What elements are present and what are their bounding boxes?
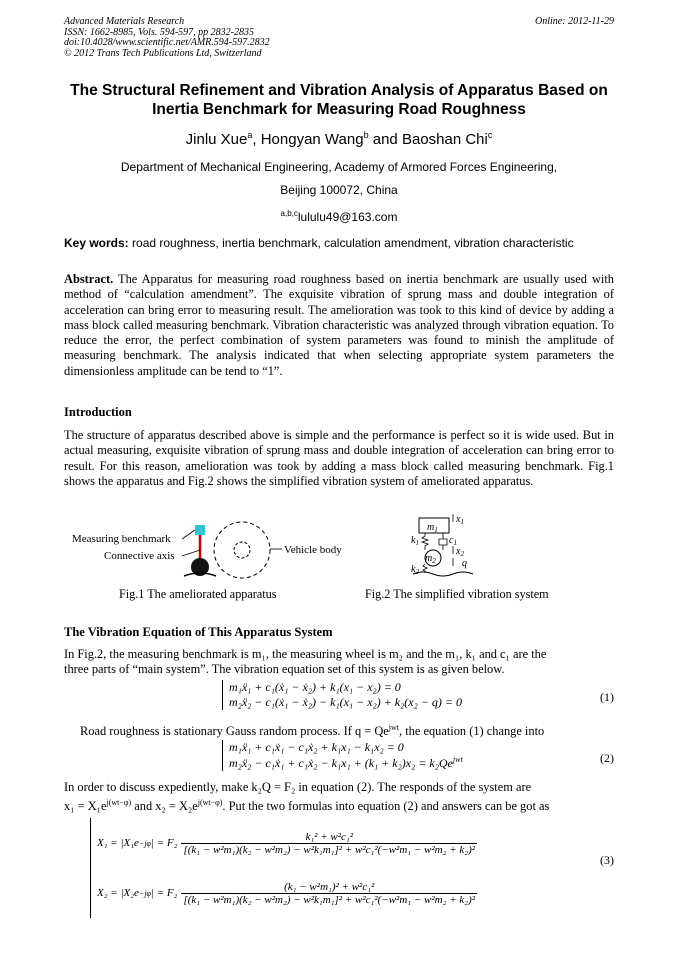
eq2-line-b: m₂ẍ₂ − c₁ẋ₁ + c₁ẋ₂ − $k_1x_1 + (k_1 + k_2)x_2 = k_2Qe^{jwt}$	[229, 755, 463, 770]
doi-line: doi:10.4028/www.scientific.net/AMR.594-597.2832	[64, 37, 270, 48]
mass-m2-label: $m_2$	[425, 553, 436, 565]
copyright-line: © 2012 Trans Tech Publications Ltd, Switzerland	[64, 47, 262, 59]
vehicle-wheel-outline	[234, 542, 250, 558]
eq1-line-b: m₂ẍ₂ − c₁(ẋ₁ − ẋ₂) − k₁(x₁ − x₂) + k₂(x₂ − q) = 0	[229, 695, 462, 709]
label-c1: $c_1$	[449, 535, 457, 547]
author-sep-1: ,	[252, 131, 261, 148]
para3-line-a: In order to discuss expediently, make k₂Q = F₂ in equation (2). The responds of the system are	[64, 780, 532, 794]
paper-title	[50, 81, 628, 119]
eq2-number: (2)	[600, 751, 614, 765]
journal-header	[64, 17, 270, 59]
equation-1	[222, 680, 462, 710]
keywords	[64, 236, 574, 250]
para2-exp: jwt	[388, 723, 400, 732]
intro-text: The structure of apparatus described above is simple and the performance is perfect so it is wide used. But in actual measuring, exquisite vibration of sprung mass and double integration of acceleration can bring error to result. For this reason, amelioration was took by adding a mass block called measuring benchmark. Fig.1 shows the apparatus and Fig.2 shows the simplified vibration system of ameliorated apparatus.	[64, 428, 614, 488]
eq1-number: (1)	[600, 690, 614, 704]
title-line-1: The Structural Refinement and Vibration Analysis of Apparatus Based on	[70, 82, 608, 99]
fig1-caption: Fig.1 The ameliorated apparatus	[119, 587, 277, 601]
fig1-diagram	[64, 512, 354, 584]
title-line-2: Inertia Benchmark for Measuring Road Roughness	[152, 101, 526, 118]
eq3-number: (3)	[600, 853, 614, 867]
email-line	[40, 202, 638, 229]
para3-line-b: $x_1 = X_1e^{j(wt-\varphi)}$ and $x_2 = X_2e^{j(wt-\varphi)}$. Put the two formulas into equation (2) and answers can be got as	[64, 798, 550, 814]
abstract	[64, 272, 614, 379]
section2-para-2	[80, 720, 614, 739]
author-list	[40, 130, 638, 148]
keywords-text: road roughness, inertia benchmark, calculation amendment, vibration characteristic	[128, 236, 574, 250]
fig2-caption: Fig.2 The simplified vibration system	[365, 587, 549, 601]
eq2-line-a: m₁ẍ₁ + c₁ẋ₁ − c₁ẋ₂ + k₁x₁ − k₁x₂ = 0	[229, 740, 404, 754]
author-1-affil: a	[247, 130, 253, 140]
affiliation-line-1: Department of Mechanical Engineering, Academy of Armored Forces Engineering,	[120, 160, 558, 174]
damper-c1	[439, 533, 447, 550]
label-k1: $k_1$	[411, 535, 419, 547]
abstract-text: The Apparatus for measuring road roughness based on inertia benchmark are usually used with method of “calculation amendment”. The exquisite vibration of sprung mass and double integration of acceleration can bring error to measuring result. The amelioration was took to this kind of device by adding a mass block called measuring benchmark. Vibration characteristic was analyzed through vibration equation. To reduce the error, the perfect combination of system parameters was found to minish the amplitude of measuring benchmark. The analysis indicated that when selecting appropriate system parameters the dimensionless amplitude can be tend to “1”.	[64, 272, 614, 378]
author-1: Jinlu Xue	[185, 131, 248, 148]
section2-para-1	[64, 647, 614, 678]
road-surface	[413, 572, 473, 576]
label-k2: $k_2$	[411, 564, 419, 576]
benchmark-block	[195, 525, 205, 535]
eq3-row-1: X₁ = |X₁e −jφ | = F₂ k₁² + w²c₁² [(k₁ − w²m₁)(k₂ − w²m₂) − w²k₁m₁]² + w²c₁²(−w²m₁ − w²m₂ + k₂)²	[97, 830, 476, 856]
para2-text-b: , the equation (1) change into	[399, 724, 545, 739]
author-sep-2: and	[368, 131, 402, 148]
author-3-affil: c	[487, 130, 493, 140]
para2-text: Road roughness is stationary Gauss random process. If q = Qe	[80, 724, 389, 739]
affiliation	[40, 156, 638, 229]
vehicle-body-outline	[214, 522, 270, 578]
keywords-label: Key words:	[64, 236, 129, 250]
label-x1: $x_1$	[456, 514, 464, 526]
author-2: Hongyan Wang	[260, 131, 364, 148]
intro-heading: Introduction	[64, 405, 132, 419]
benchmark-leader	[182, 530, 195, 539]
abstract-label: Abstract.	[64, 272, 114, 286]
label-vehicle-body: Vehicle body	[284, 544, 342, 556]
journal-name: Advanced Materials Research	[64, 16, 185, 27]
spring-k1	[422, 533, 428, 550]
para1-line-a: In Fig.2, the measuring benchmark is m₁, the measuring wheel is m₂ and the m₁, k₁ and c₁ are the	[64, 647, 547, 661]
email-address: lululu49@163.com	[297, 210, 398, 224]
author-3: Baoshan Chi	[401, 131, 488, 148]
spring-k2	[423, 564, 427, 572]
fig2-diagram	[405, 510, 495, 582]
email-affil: a,b,c	[280, 209, 298, 218]
axis-leader	[182, 550, 200, 556]
online-date: Online: 2012-11-29	[535, 16, 614, 27]
eq1-line-a: m₁ẍ₁ + c₁(ẋ₁ − ẋ₂) + k₁(x₁ − x₂) = 0	[229, 680, 401, 694]
equation-3	[90, 818, 477, 918]
section2-para-3	[64, 780, 614, 815]
label-measuring-benchmark: Measuring benchmark	[72, 533, 171, 545]
equation-2	[222, 740, 463, 771]
eq3-fraction-1: k₁² + w²c₁² [(k₁ − w²m₁)(k₂ − w²m₂) − w²k₁m₁]² + w²c₁²(−w²m₁ − w²m₂ + k₂)²	[183, 830, 476, 856]
section-heading-vibration: The Vibration Equation of This Apparatus System	[64, 625, 333, 639]
label-connective-axis: Connective axis	[104, 550, 175, 562]
affiliation-line-2: Beijing 100072, China	[280, 183, 398, 197]
eq3-row-2: X₂ = |X₂e −jφ | = F₂ (k₁ − w²m₁)² + w²c₁² [(k₁ − w²m₁)(k₂ − w²m₂) − w²k₁m₁]² + w²c₁²(−w²m₁ − w²m₂ + k₂)²	[97, 880, 476, 906]
author-2-affil: b	[363, 130, 369, 140]
mass-m1-label: $m_1$	[427, 522, 438, 534]
para1-line-b: three parts of “main system”. The vibration equation set of this system is as given below.	[64, 662, 505, 677]
label-q: q	[462, 558, 467, 569]
issn-line: ISSN: 1662-8985, Vols. 594-597, pp 2832-2835	[64, 26, 254, 38]
eq3-fraction-2: (k₁ − w²m₁)² + w²c₁² [(k₁ − w²m₁)(k₂ − w²m₂) − w²k₁m₁]² + w²c₁²(−w²m₁ − w²m₂ + k₂)²	[183, 880, 476, 906]
label-x2: $x_2$	[456, 546, 464, 558]
